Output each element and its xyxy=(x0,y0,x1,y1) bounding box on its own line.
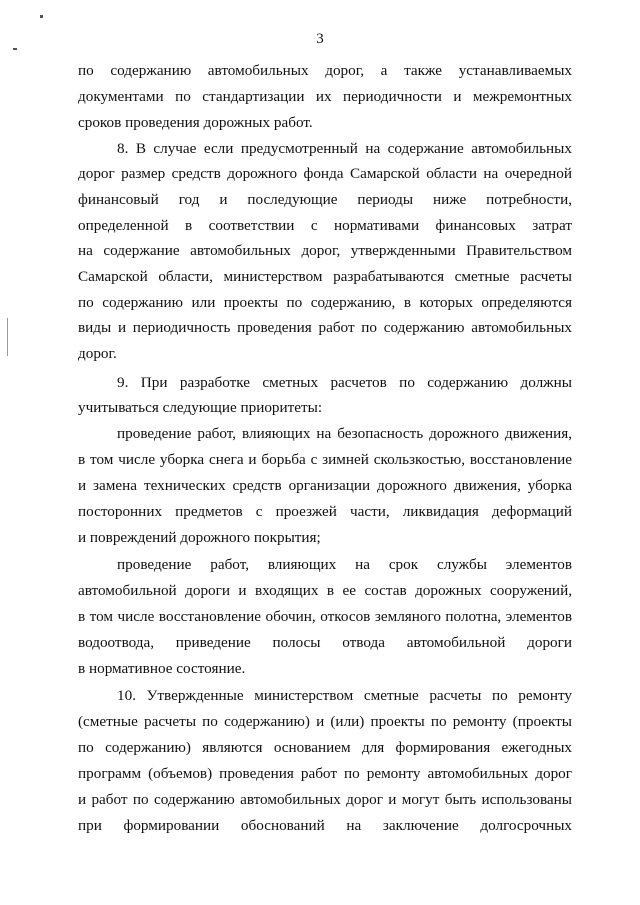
text-line: виды и периодичность проведения работ по содержанию автомобильных xyxy=(78,319,572,336)
text-line: по содержанию) являются основанием для формирования ежегодных xyxy=(78,739,572,756)
text-line: дорог размер средств дорожного фонда Самарской области на очередной xyxy=(78,165,572,182)
text-line: определенной в соответствии с нормативами финансовых затрат xyxy=(78,217,572,234)
priority-2-start: проведение работ, влияющих на срок службы элементов xyxy=(117,556,572,573)
text-line: документами по стандартизации их периодичности и межремонтных xyxy=(78,88,572,105)
text-line: по содержанию автомобильных дорог, а также устанавливаемых xyxy=(78,62,572,79)
text-line: учитываться следующие приоритеты: xyxy=(78,399,323,416)
text-line: дорог. xyxy=(78,345,117,362)
page-number: 3 xyxy=(316,31,324,47)
scan-mark xyxy=(7,318,8,356)
scan-mark xyxy=(13,48,17,50)
text-line: на содержание автомобильных дорог, утвержденными Правительством xyxy=(78,242,572,259)
text-line: финансовый год и последующие периоды ниже потребности, xyxy=(78,191,572,208)
text-line: Самарской области, министерством разрабатываются сметные расчеты xyxy=(78,268,572,285)
paragraph-10-start: 10. Утвержденные министерством сметные расчеты по ремонту xyxy=(117,687,572,704)
text-line: (сметные расчеты по содержанию) и (или) проекты по ремонту (проекты xyxy=(78,713,572,730)
text-line: по содержанию или проекты по содержанию, в которых определяются xyxy=(78,294,572,311)
text-line: программ (объемов) проведения работ по ремонту автомобильных дорог xyxy=(78,765,572,782)
text-line: в том числе восстановление обочин, откосов земляного полотна, элементов xyxy=(78,608,572,625)
text-line: в нормативное состояние. xyxy=(78,660,246,677)
priority-1-start: проведение работ, влияющих на безопасность дорожного движения, xyxy=(117,425,572,442)
text-line: сроков проведения дорожных работ. xyxy=(78,114,313,131)
text-line: и повреждений дорожного покрытия; xyxy=(78,529,321,546)
text-line: и работ по содержанию автомобильных дорог и могут быть использованы xyxy=(78,791,572,808)
text-line: посторонних предметов с проезжей части, ликвидация деформаций xyxy=(78,503,572,520)
scan-mark xyxy=(40,15,43,18)
text-line: в том числе уборка снега и борьба с зимней скользкостью, восстановление xyxy=(78,451,572,468)
text-line: и замена технических средств организации дорожного движения, уборка xyxy=(78,477,572,494)
paragraph-8-start: 8. В случае если предусмотренный на содержание автомобильных xyxy=(117,140,572,157)
text-line: водоотвода, приведение полосы отвода автомобильной дороги xyxy=(78,634,572,651)
paragraph-9-start: 9. При разработке сметных расчетов по содержанию должны xyxy=(117,374,572,391)
text-line: автомобильной дороги и входящих в ее состав дорожных сооружений, xyxy=(78,582,572,599)
text-line: при формировании обоснований на заключение долгосрочных xyxy=(78,817,572,834)
